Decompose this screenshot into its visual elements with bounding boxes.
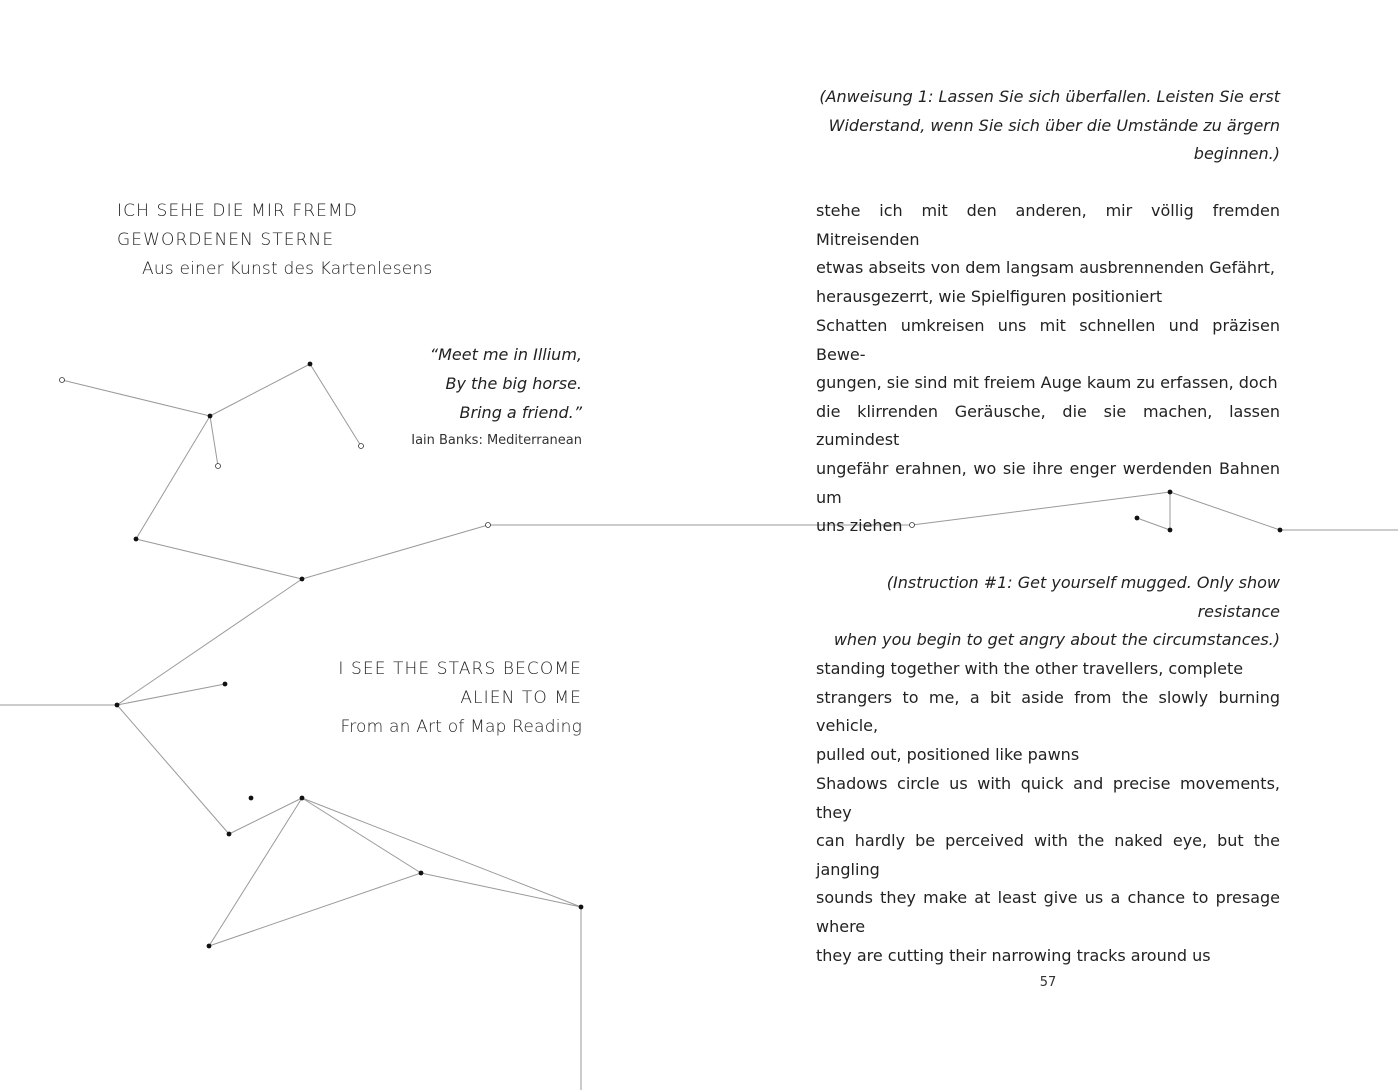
star-dot: [115, 703, 120, 708]
star-dot: [308, 362, 313, 367]
star-dot: [227, 832, 232, 837]
hollow-star-dot: [486, 523, 491, 528]
english-title-line: ALIEN TO ME: [460, 688, 582, 708]
text-line: Schatten umkreisen uns mit schnellen und präzisen Bewe-: [816, 316, 1280, 364]
hollow-star-dot: [216, 464, 221, 469]
epigraph-source: Iain Banks: Mediterranean: [411, 433, 582, 448]
english-chapter-title: [300, 655, 582, 742]
instruction-line: when you begin to get angry about the circumstances.): [833, 630, 1280, 650]
text-line: can hardly be perceived with the naked eye, but the jangling: [816, 831, 1280, 879]
english-paragraph-1: [816, 655, 1280, 769]
text-line: Shadows circle us with quick and precise movements, they: [816, 774, 1280, 822]
text-line: pulled out, positioned like pawns: [816, 744, 1080, 764]
star-dot: [300, 796, 305, 801]
text-line: ungefähr erahnen, wo sie ihre enger werdenden Bahnen um: [816, 458, 1280, 507]
page-number: 57: [1039, 975, 1057, 990]
text-line: die klirrenden Geräusche, die sie machen, lassen zumindest: [816, 401, 1280, 450]
constellation-line: [421, 873, 581, 907]
english-instruction: [816, 569, 1280, 655]
constellation-line: [210, 364, 310, 416]
german-paragraph-1: [816, 197, 1280, 311]
instruction-line: beginnen.): [1193, 144, 1280, 164]
text-line: gungen, sie sind mit freiem Auge kaum zu erfassen, doch: [816, 373, 1278, 393]
constellation-line: [302, 798, 421, 873]
star-dot: [223, 682, 228, 687]
german-chapter-title: [117, 197, 432, 284]
epigraph-line: By the big horse.: [445, 374, 582, 393]
german-title-line: ICH SEHE DIE MIR FREMD: [117, 201, 358, 221]
constellation-line: [209, 873, 421, 946]
german-title-line: GEWORDENEN STERNE: [117, 230, 335, 250]
constellation-line: [302, 525, 488, 579]
text-line: sounds they make at least give us a chance to presage where: [816, 888, 1280, 936]
epigraph-line: “Meet me in Illium,: [429, 345, 582, 364]
german-paragraph-2: [816, 312, 1280, 541]
epigraph: [360, 340, 582, 453]
german-subtitle: Aus einer Kunst des Kartenlesens: [142, 259, 433, 279]
english-subtitle: From an Art of Map Reading: [340, 717, 582, 737]
hollow-star-dot: [60, 378, 65, 383]
text-line: herausgezerrt, wie Spielfiguren positioniert: [816, 286, 1163, 306]
constellation-line: [302, 798, 581, 907]
text-line: standing together with the other travellers, complete: [816, 659, 1244, 678]
star-dot: [300, 577, 305, 582]
constellation-line: [62, 380, 210, 416]
german-instruction: [816, 83, 1280, 169]
star-dot: [208, 414, 213, 419]
star-dot: [419, 871, 424, 876]
text-line: etwas abseits von dem langsam ausbrennenden Gefährt,: [816, 258, 1275, 278]
star-dot: [579, 905, 584, 910]
text-line: uns ziehen: [816, 516, 903, 536]
star-dot: [249, 796, 254, 801]
instruction-line: Widerstand, wenn Sie sich über die Umstände zu ärgern: [828, 115, 1280, 135]
constellation-line: [136, 539, 302, 579]
instruction-line: (Instruction #1: Get yourself mugged. Only show resistance: [886, 573, 1280, 621]
english-paragraph-2: [816, 770, 1280, 970]
text-line: they are cutting their narrowing tracks around us: [816, 945, 1211, 965]
text-line: stehe ich mit den anderen, mir völlig fremden Mitreisenden: [816, 201, 1280, 249]
star-dot: [207, 944, 212, 949]
star-dot: [134, 537, 139, 542]
constellation-line: [117, 705, 229, 834]
constellation-line: [117, 579, 302, 705]
text-line: strangers to me, a bit aside from the slowly burning vehicle,: [816, 687, 1280, 736]
english-title-line: I SEE THE STARS BECOME: [338, 659, 582, 679]
constellation-line: [310, 364, 361, 446]
constellation-line: [209, 798, 302, 946]
constellation-line: [136, 416, 210, 539]
epigraph-line: Bring a friend.”: [459, 403, 582, 422]
instruction-line: (Anweisung 1: Lassen Sie sich überfallen. Leisten Sie erst: [819, 87, 1280, 106]
constellation-line: [210, 416, 218, 466]
